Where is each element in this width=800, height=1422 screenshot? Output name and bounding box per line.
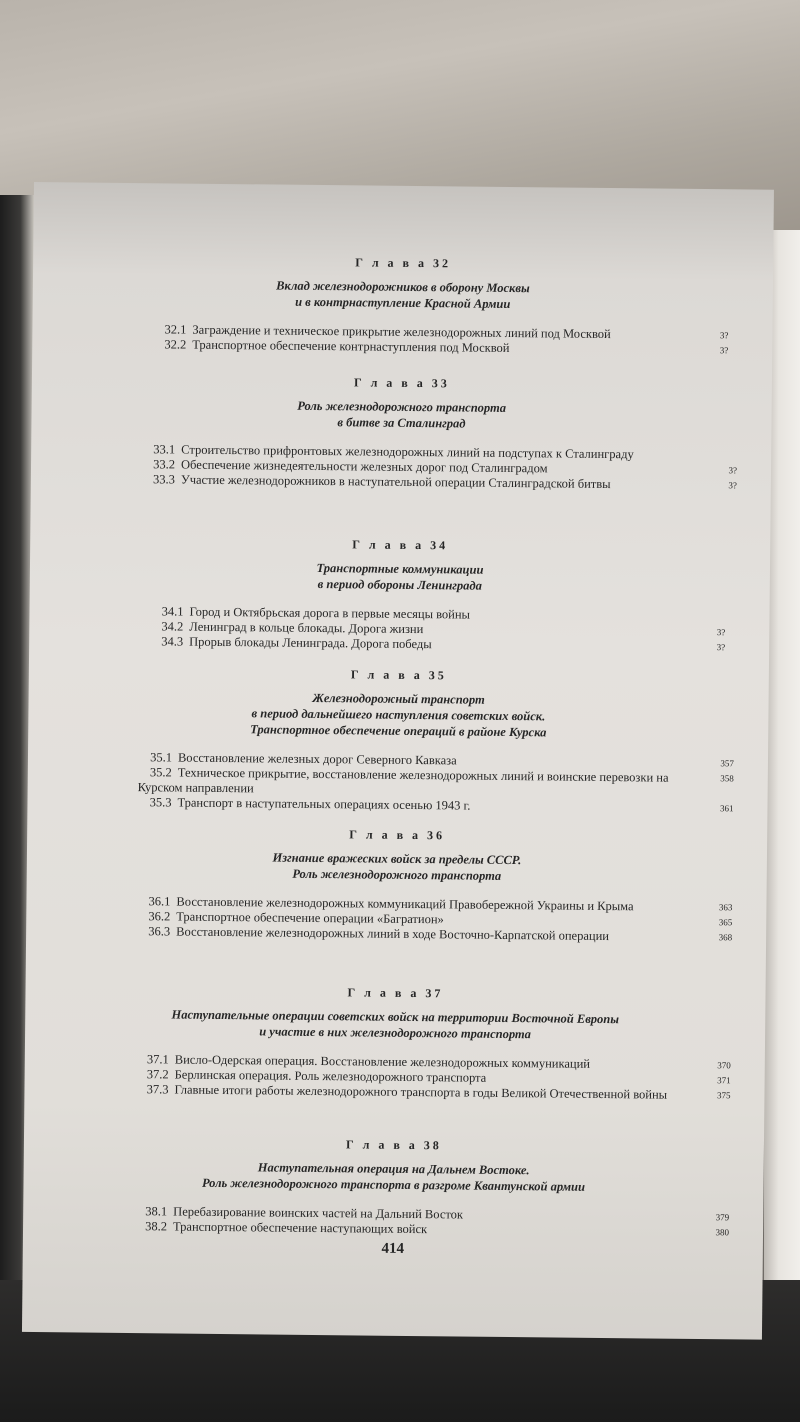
toc-entry[interactable]: 35.3 Транспорт в наступательных операциях осенью 1943 г. 361	[149, 795, 734, 814]
toc-entry[interactable]: 34.1 Город и Октябрьская дорога в первые месяцы войны	[161, 604, 471, 622]
toc-entry[interactable]: 36.1 Восстановление железнодорожных коммуникаций Правобережной Украины и Крыма 363	[148, 894, 733, 914]
chapter-35	[27, 664, 768, 817]
toc-entry[interactable]: 32.1 Заграждение и техническое прикрытие железнодорожных линий под Москвой 3?	[164, 322, 729, 342]
toc-entry[interactable]: 36.2 Транспортное обеспечение операции «Багратион» 365	[148, 909, 733, 928]
entries	[134, 1052, 734, 1103]
chapter-38	[23, 1134, 764, 1241]
entries	[133, 1204, 733, 1240]
chapter-title: Железнодорожный транспорт в период дальнейшего наступления советских войск. Транспортное обеспечение операций в районе Курска	[250, 690, 547, 740]
toc-entry[interactable]: 36.3 Восстановление железнодорожных линий в ходе Восточно-Карпатской операции 368	[148, 924, 733, 944]
chapter-label: Г л а в а 32	[355, 255, 452, 271]
chapter-title: Наступательная операция на Дальнем Востоке. Роль железнодорожного транспорта в разгроме Квантунской армии	[201, 1160, 586, 1194]
entries	[137, 750, 738, 816]
toc-entry[interactable]: 34.2 Ленинград в кольце блокады. Дорога жизни 3?	[161, 619, 726, 638]
toc-entry[interactable]: 35.1 Восстановление железных дорог Северного Кавказа 357	[150, 750, 735, 769]
entries	[141, 442, 741, 493]
toc-entry[interactable]: 33.3 Участие железнодорожников в наступательной операции Сталинградской битвы 3?	[152, 472, 737, 492]
entries	[136, 894, 736, 945]
toc-entry[interactable]: 37.3 Главные итоги работы железнодорожного транспорта в годы Великой Отечественной войны 375	[146, 1082, 731, 1102]
toc-entry[interactable]: 34.3 Прорыв блокады Ленинграда. Дорога победы 3?	[161, 634, 726, 653]
toc-entry[interactable]: 35.2 Техническое прикрытие, восстановление железнодорожных линий и воинские перевозки на Курском направлении 358	[137, 765, 734, 796]
entries	[152, 322, 732, 358]
chapter-33	[31, 372, 772, 494]
page-number: 414	[381, 1240, 405, 1257]
chapter-36	[26, 824, 767, 946]
entries	[149, 604, 729, 655]
toc-entry[interactable]: 33.2 Обеспечение жизнедеятельности железных дорог под Сталинградом 3?	[153, 457, 738, 476]
toc-entry[interactable]: 33.1 Строительство прифронтовых железнодорожных линий на подступах к Сталинграду	[153, 442, 634, 462]
toc-entry[interactable]: 37.1 Висло-Одерская операция. Восстановление железнодорожных коммуникаций 370	[146, 1052, 731, 1071]
chapter-label: Г л а в а 37	[347, 985, 444, 1001]
toc-entry[interactable]: 32.2 Транспортное обеспечение контрнаступления под Москвой 3?	[164, 337, 729, 356]
chapter-label: Г л а в а 38	[345, 1137, 442, 1153]
chapter-label: Г л а в а 35	[350, 667, 447, 683]
chapter-title: Наступательные операции советских войск на территории Восточной Европы и участие в них железнодорожного транспорта	[171, 1007, 620, 1042]
chapter-title: Вклад железнодорожников в оборону Москвы и в контрнаступление Красной Армии	[276, 278, 530, 311]
chapter-title: Роль железнодорожного транспорта в битве за Сталинград	[297, 398, 507, 431]
chapter-label: Г л а в а 34	[352, 537, 449, 553]
chapter-34	[29, 534, 770, 656]
chapter-title: Изгнание вражеских войск за пределы СССР. Роль железнодорожного транспорта	[272, 850, 522, 883]
chapter-32	[32, 252, 773, 359]
toc-entry[interactable]: 38.2 Транспортное обеспечение наступающих войск 380	[145, 1219, 730, 1238]
toc-entry[interactable]: 37.2 Берлинская операция. Роль железнодорожного транспорта 371	[146, 1067, 731, 1086]
chapter-label: Г л а в а 36	[349, 827, 446, 843]
chapter-37	[24, 982, 765, 1104]
chapter-label: Г л а в а 33	[353, 375, 450, 391]
toc-entry[interactable]: 38.1 Перебазирование воинских частей на Дальний Восток 379	[145, 1204, 730, 1223]
book-page	[22, 182, 774, 1340]
chapter-title: Транспортные коммуникации в период обороны Ленинграда	[316, 560, 484, 593]
